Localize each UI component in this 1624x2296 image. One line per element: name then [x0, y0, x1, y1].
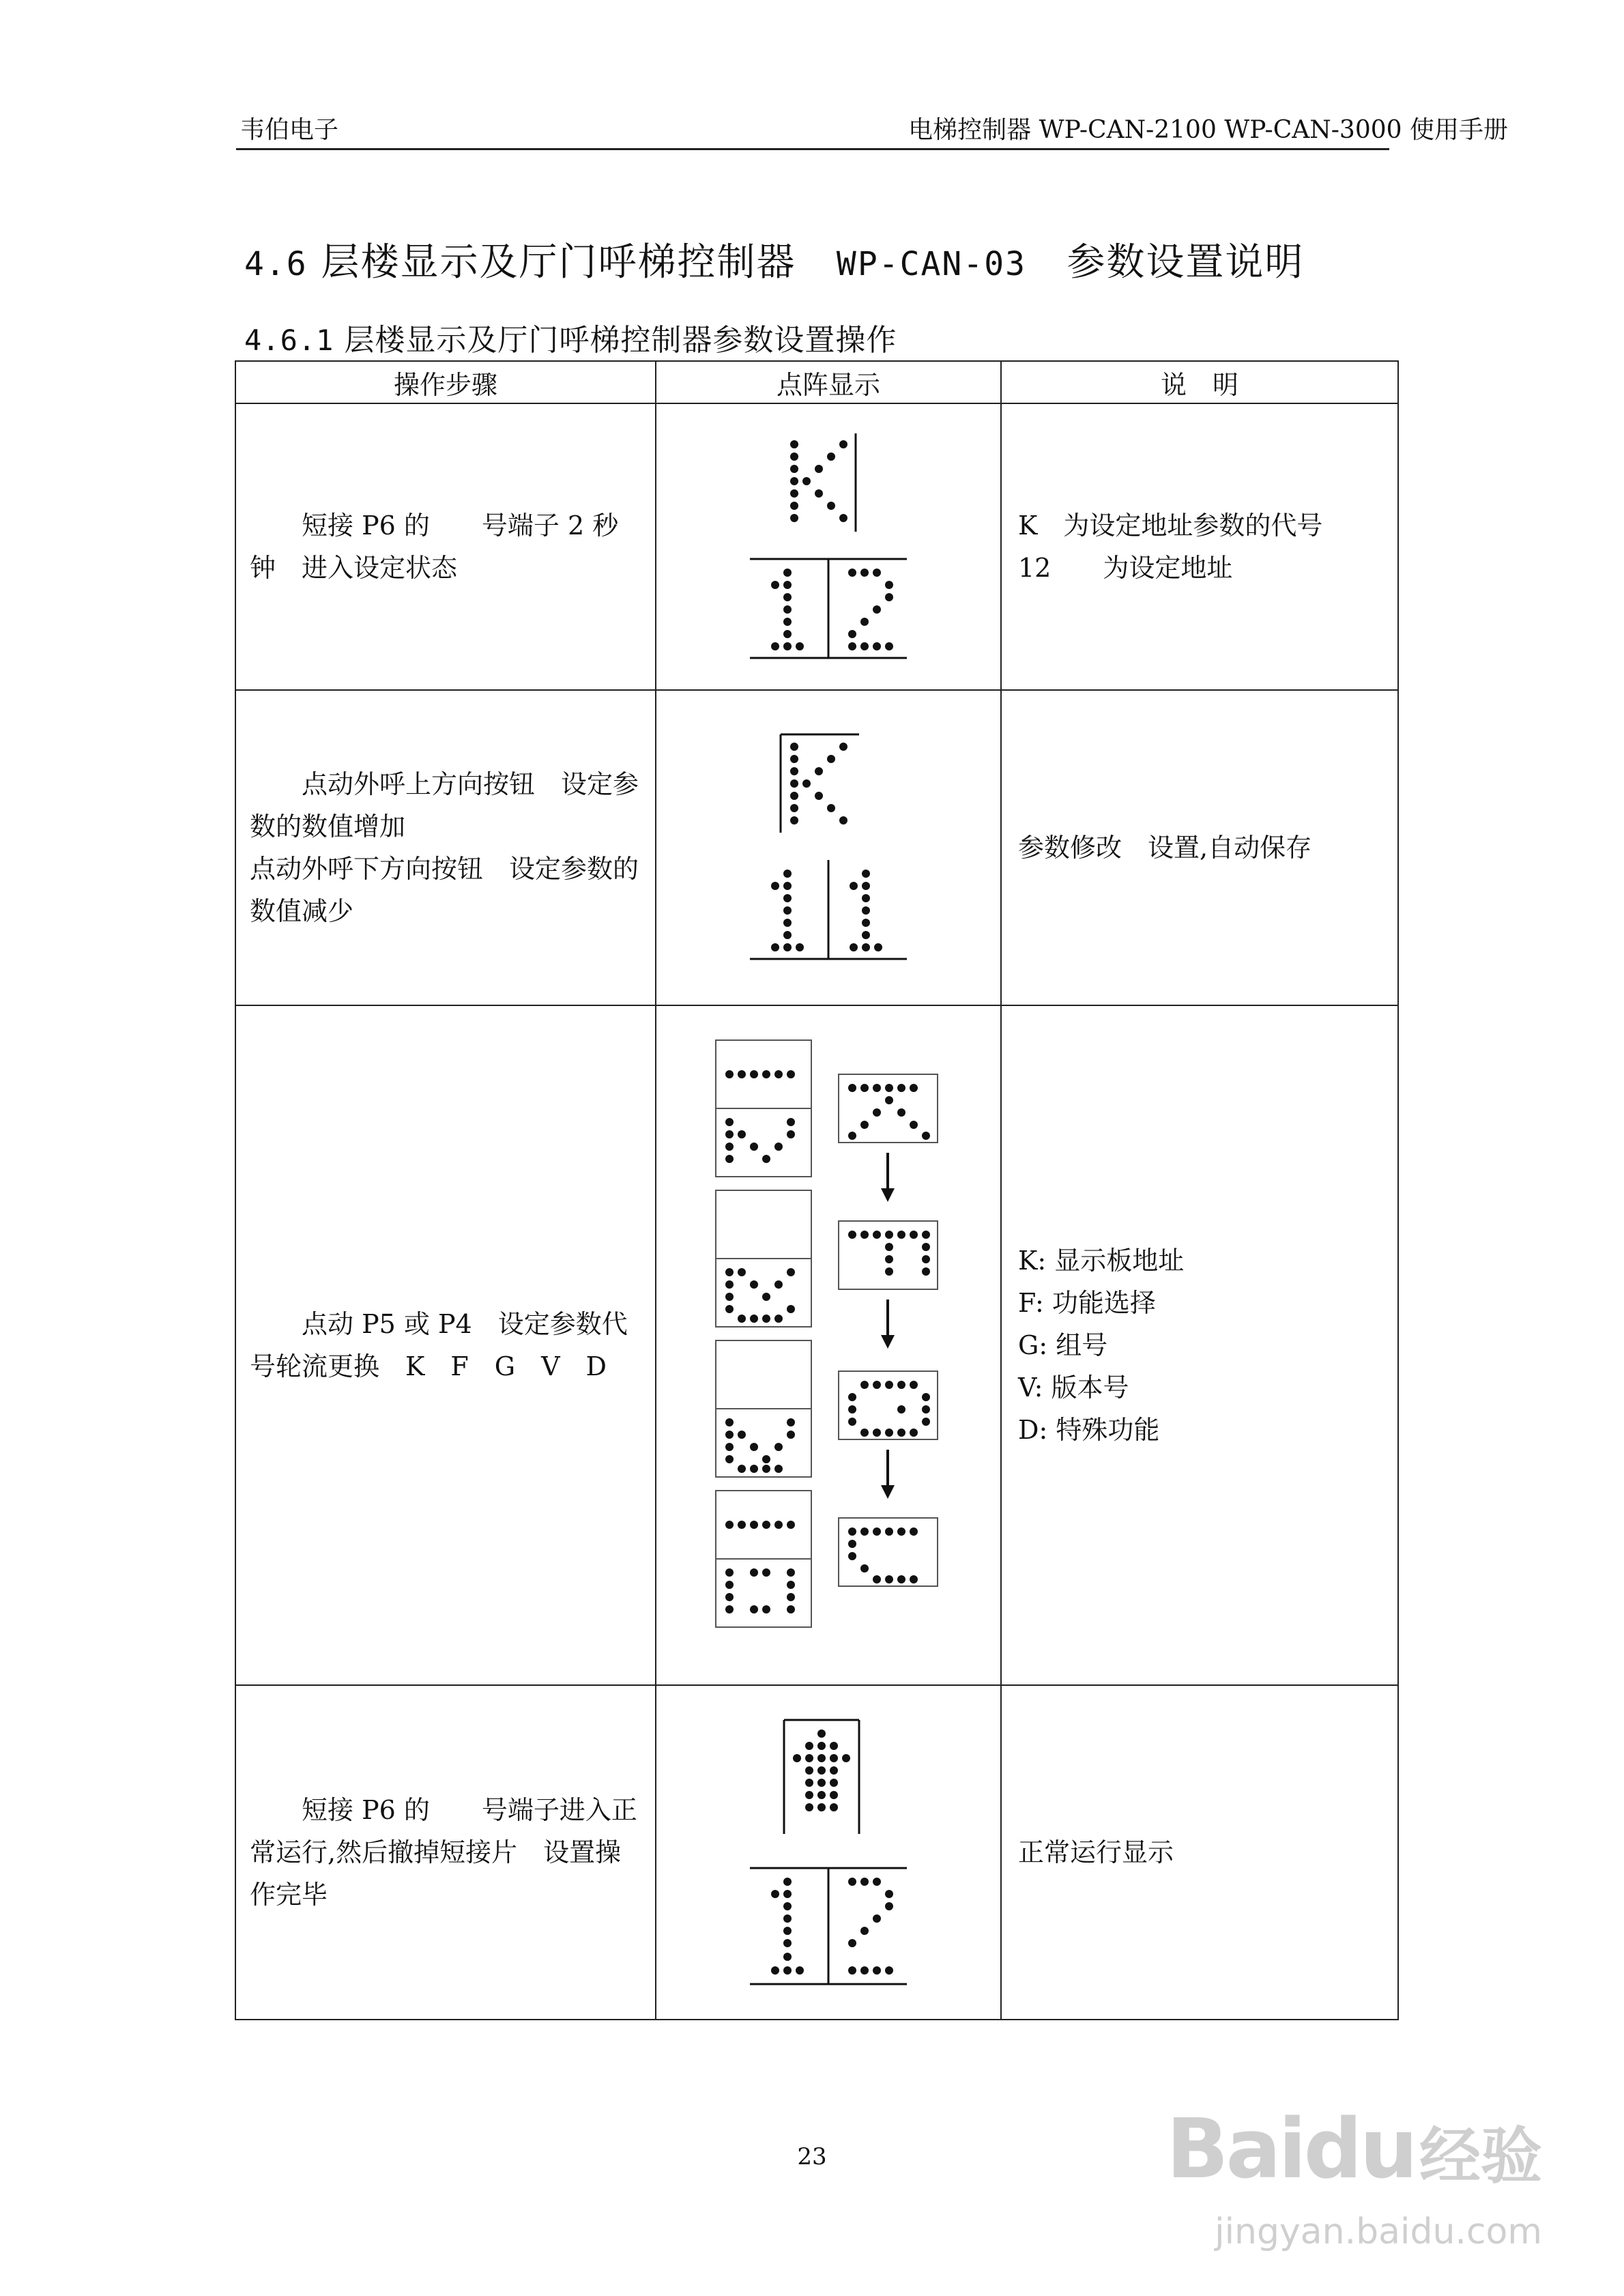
step-text: 点动外呼下方向按钮 设定参数的数值减少 [250, 854, 639, 926]
step-cell [235, 1685, 656, 2020]
table-row [235, 1685, 1398, 2020]
notes-line: K: 显示板地址 [1018, 1246, 1185, 1276]
step-text: 点动外呼上方向按钮 设定参数的数值增加 [250, 769, 639, 842]
notes-line: D: 特殊功能 [1018, 1415, 1160, 1445]
down-arrow-icon [881, 1153, 895, 1202]
digit-2-dots [848, 569, 893, 650]
matrix-left-2 [716, 1190, 811, 1327]
subsection-title-text: 层楼显示及厅门呼梯控制器参数设置操作 [344, 323, 897, 358]
digit-1-dots [771, 870, 804, 951]
notes-line: 12 为设定地址 [1018, 553, 1233, 583]
notes-line: 参数修改 设置,自动保存 [1018, 833, 1312, 863]
notes-cell [1001, 1685, 1398, 2020]
dot-matrix-normal-run [746, 1714, 910, 1988]
watermark [1166, 2102, 1542, 2197]
down-arrow-icon [881, 1300, 895, 1349]
watermark-logo: Baidu [1166, 2102, 1415, 2197]
header-manual-title: 电梯控制器 WP-CAN-2100 WP-CAN-3000 使用手册 [908, 116, 1508, 144]
down-arrow-icon [881, 1450, 895, 1499]
table-header-row [235, 361, 1398, 403]
table-row [235, 403, 1398, 690]
section-model: WP-CAN-03 [836, 245, 1027, 283]
matrix-left-4 [716, 1491, 811, 1627]
digit-2-dots [848, 1878, 893, 1975]
dot-matrix-cell [656, 690, 1001, 1005]
section-number: 4.6 [244, 245, 308, 283]
header-steps: 操作步骤 [235, 361, 656, 403]
watermark-text: 经验 [1419, 2121, 1542, 2192]
dot-matrix-cell [656, 403, 1001, 690]
matrix-right-g [839, 1371, 938, 1439]
matrix-left-3 [716, 1340, 811, 1477]
watermark-url: jingyan.baidu.com [1215, 2211, 1542, 2252]
step-cell [235, 690, 656, 1005]
digit-1b-dots [850, 870, 882, 951]
notes-cell [1001, 1005, 1398, 1685]
section-title [244, 232, 1304, 287]
step-text: 点动 P5 或 P4 设定参数代号轮流更换 K F G V D [250, 1309, 628, 1381]
step-cell [235, 1005, 656, 1685]
header-display: 点阵显示 [656, 361, 1001, 403]
matrix-right-f [839, 1221, 938, 1289]
matrix-left-1 [716, 1040, 811, 1177]
header-rule [236, 148, 1389, 150]
notes-cell [1001, 690, 1398, 1005]
dot-matrix-k-11 [746, 730, 910, 962]
dot-matrix-k-12 [746, 429, 910, 661]
digit-1-dots [771, 569, 804, 650]
notes-line: K 为设定地址参数的代号 [1018, 511, 1323, 541]
notes-line: G: 组号 [1018, 1330, 1108, 1360]
matrix-right-v [839, 1518, 938, 1586]
dot-matrix-sequence [712, 1037, 944, 1651]
section-title-text: 层楼显示及厅门呼梯控制器 [321, 240, 796, 285]
subsection-title [244, 315, 897, 359]
page-number: 23 [797, 2143, 827, 2170]
notes-line: V: 版本号 [1018, 1373, 1129, 1403]
dot-matrix-cell [656, 1685, 1001, 2020]
step-text: 短接 P6 的 号端子进入正常运行,然后撤掉短接片 设置操作完毕 [250, 1795, 637, 1910]
dot-matrix-cell [656, 1005, 1001, 1685]
up-arrow-dots [793, 1730, 850, 1811]
digit-1-dots [771, 1878, 804, 1975]
notes-line: 正常运行显示 [1018, 1837, 1174, 1867]
settings-table [235, 360, 1399, 2020]
notes-line: F: 功能选择 [1018, 1288, 1156, 1318]
step-text: 短接 P6 的 号端子 2 秒钟 进入设定状态 [250, 511, 619, 583]
section-title-suffix: 参数设置说明 [1067, 240, 1305, 285]
table-row [235, 690, 1398, 1005]
header-company: 韦伯电子 [240, 116, 339, 144]
subsection-number: 4.6.1 [244, 324, 334, 357]
letter-k-dots [790, 743, 847, 824]
notes-cell [1001, 403, 1398, 690]
matrix-right-k [839, 1074, 938, 1143]
header-notes: 说 明 [1001, 361, 1398, 403]
table-row [235, 1005, 1398, 1685]
step-cell [235, 403, 656, 690]
